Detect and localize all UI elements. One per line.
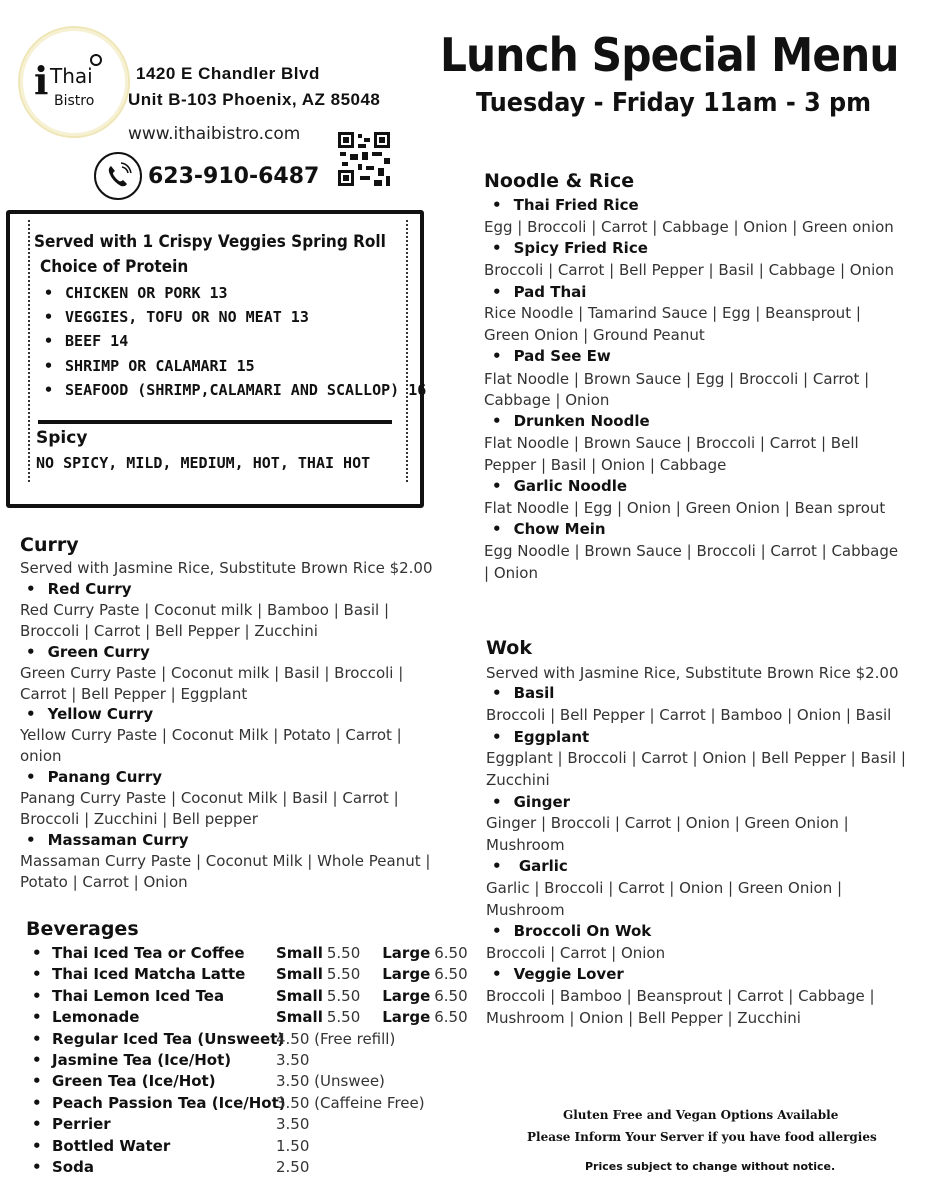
- beverage-name: Thai Iced Tea or Coffee: [52, 944, 245, 962]
- curry-item-desc: Panang Curry Paste | Coconut Milk | Basil | Carrot |: [20, 789, 399, 807]
- large-price: 6.50: [434, 944, 468, 962]
- wok-item-name: • Basil: [492, 684, 554, 702]
- noodle-item-name: • Thai Fried Rice: [492, 196, 639, 214]
- protein-option: • VEGGIES, TOFU OR NO MEAT 13: [44, 308, 309, 326]
- small-price: 5.50: [326, 987, 361, 1005]
- noodle-item-desc: Cabbage | Onion: [484, 391, 610, 409]
- wok-item-desc: Eggplant | Broccoli | Carrot | Onion | Bell Pepper | Basil |: [486, 749, 906, 767]
- box-heading: Served with 1 Crispy Veggies Spring Roll: [34, 232, 386, 252]
- bullet: •: [32, 987, 42, 1005]
- footer-prices: Prices subject to change without notice.: [585, 1160, 836, 1173]
- wok-item-desc: Broccoli | Bamboo | Beansprout | Carrot | Cabbage |: [486, 987, 875, 1005]
- noodle-item-desc: Pepper | Basil | Onion | Cabbage: [484, 456, 727, 474]
- bullet: •: [32, 965, 42, 983]
- curry-item-desc: Red Curry Paste | Coconut milk | Bamboo | Basil |: [20, 601, 390, 619]
- wok-item-name: • Veggie Lover: [492, 965, 624, 983]
- curry-item-desc: Yellow Curry Paste | Coconut Milk | Potato | Carrot |: [20, 726, 402, 744]
- beverage-price: 3.50 (Unswee): [276, 1072, 385, 1090]
- noodle-item-name: • Pad Thai: [492, 283, 586, 301]
- beverage-name: Thai Lemon Iced Tea: [52, 987, 225, 1005]
- wok-item-desc: Zucchini: [486, 771, 550, 789]
- logo-bistro: Bistro: [54, 93, 95, 109]
- wok-item-name: • Ginger: [492, 793, 570, 811]
- page-subtitle: Tuesday - Friday 11am - 3 pm: [476, 88, 872, 118]
- beverage-price: 3.50: [276, 1051, 310, 1069]
- protein-option: • CHICKEN OR PORK 13: [44, 284, 228, 302]
- wok-item-name: • Broccoli On Wok: [492, 922, 651, 940]
- beverages-title: Beverages: [26, 918, 139, 940]
- bullet: •: [32, 1137, 42, 1155]
- beverage-name: Soda: [52, 1158, 94, 1176]
- curry-item-desc: Carrot | Bell Pepper | Eggplant: [20, 685, 248, 703]
- noodle-item-desc: Rice Noodle | Tamarind Sauce | Egg | Beansprout |: [484, 304, 861, 322]
- beverage-name: Peach Passion Tea (Ice/Hot): [52, 1094, 286, 1112]
- beverage-price: 3.50 (Caffeine Free): [276, 1094, 425, 1112]
- beverage-price: [276, 987, 468, 1005]
- large-price: 6.50: [434, 987, 468, 1005]
- bullet: •: [32, 1072, 42, 1090]
- spicy-title: Spicy: [36, 428, 88, 448]
- curry-item-name: • Red Curry: [26, 580, 132, 598]
- protein-option: • SEAFOOD (SHRIMP,CALAMARI AND SCALLOP) 16: [44, 381, 426, 399]
- size-label: Large: [382, 965, 431, 983]
- beverage-price: [276, 944, 468, 962]
- spicy-levels: NO SPICY, MILD, MEDIUM, HOT, THAI HOT: [36, 454, 371, 472]
- curry-item-desc: onion: [20, 747, 62, 765]
- logo-thai: Thai: [50, 64, 93, 88]
- curry-item-desc: Broccoli | Carrot | Bell Pepper | Zucchini: [20, 622, 318, 640]
- bullet: •: [32, 1094, 42, 1112]
- wok-item-desc: Garlic | Broccoli | Carrot | Onion | Green Onion |: [486, 879, 843, 897]
- logo-dot: [90, 54, 102, 66]
- page-title: Lunch Special Menu: [440, 28, 899, 82]
- beverage-price: 4.50 (Free refill): [276, 1030, 396, 1048]
- small-price: 5.50: [326, 1008, 361, 1026]
- box-divider: [38, 420, 392, 424]
- bullet: •: [32, 1051, 42, 1069]
- protein-title: Choice of Protein: [40, 257, 189, 277]
- noodle-item-desc: Flat Noodle | Brown Sauce | Egg | Broccoli | Carrot |: [484, 370, 870, 388]
- size-label: Large: [382, 944, 431, 962]
- noodle-item-desc: Broccoli | Carrot | Bell Pepper | Basil | Cabbage | Onion: [484, 261, 894, 279]
- website: www.ithaibistro.com: [128, 124, 301, 144]
- phone-icon: [94, 152, 142, 200]
- curry-item-name: • Panang Curry: [26, 768, 162, 786]
- curry-note: Served with Jasmine Rice, Substitute Brown Rice $2.00: [20, 559, 433, 577]
- address-line-1: 1420 E Chandler Blvd: [136, 64, 320, 83]
- large-price: 6.50: [434, 1008, 468, 1026]
- wok-item-desc: Mushroom: [486, 901, 565, 919]
- large-price: 6.50: [434, 965, 468, 983]
- bullet: •: [32, 1158, 42, 1176]
- curry-item-desc: Potato | Carrot | Onion: [20, 873, 188, 891]
- wok-item-desc: Mushroom: [486, 836, 565, 854]
- noodle-item-desc: Flat Noodle | Egg | Onion | Green Onion | Bean sprout: [484, 499, 886, 517]
- wok-note: Served with Jasmine Rice, Substitute Brown Rice $2.00: [486, 664, 899, 682]
- curry-item-name: • Green Curry: [26, 643, 150, 661]
- noodle-title: Noodle & Rice: [484, 170, 635, 192]
- wok-item-desc: Mushroom | Onion | Bell Pepper | Zucchini: [486, 1009, 801, 1027]
- noodle-item-name: • Garlic Noodle: [492, 477, 627, 495]
- beverage-price: [276, 1008, 468, 1026]
- size-label: Large: [382, 987, 431, 1005]
- beverage-name: Bottled Water: [52, 1137, 171, 1155]
- wok-item-desc: Ginger | Broccoli | Carrot | Onion | Green Onion |: [486, 814, 849, 832]
- size-label: Small: [276, 987, 323, 1005]
- noodle-item-name: • Pad See Ew: [492, 347, 611, 365]
- beverage-price: 3.50: [276, 1115, 310, 1133]
- beverage-price: [276, 965, 468, 983]
- beverage-name: Lemonade: [52, 1008, 140, 1026]
- bullet: •: [32, 1115, 42, 1133]
- wok-item-name: • Garlic: [492, 857, 568, 875]
- wok-item-desc: Broccoli | Carrot | Onion: [486, 944, 666, 962]
- qr-code-icon: [338, 132, 390, 186]
- size-label: Large: [382, 1008, 431, 1026]
- bullet: •: [32, 944, 42, 962]
- noodle-item-desc: Green Onion | Ground Peanut: [484, 326, 705, 344]
- bullet: •: [32, 1030, 42, 1048]
- beverage-name: Thai Iced Matcha Latte: [52, 965, 246, 983]
- size-label: Small: [276, 944, 323, 962]
- noodle-item-desc: Egg Noodle | Brown Sauce | Broccoli | Carrot | Cabbage: [484, 542, 899, 560]
- curry-item-desc: Green Curry Paste | Coconut milk | Basil | Broccoli |: [20, 664, 404, 682]
- small-price: 5.50: [326, 965, 361, 983]
- curry-title: Curry: [20, 534, 79, 556]
- wok-item-name: • Eggplant: [492, 728, 589, 746]
- wok-item-desc: Broccoli | Bell Pepper | Carrot | Bamboo | Onion | Basil: [486, 706, 892, 724]
- curry-item-name: • Yellow Curry: [26, 705, 153, 723]
- noodle-item-name: • Chow Mein: [492, 520, 606, 538]
- beverage-name: Regular Iced Tea (Unsweet): [52, 1030, 285, 1048]
- noodle-item-desc: Flat Noodle | Brown Sauce | Broccoli | Carrot | Bell: [484, 434, 859, 452]
- bullet: •: [32, 1008, 42, 1026]
- beverage-name: Perrier: [52, 1115, 111, 1133]
- noodle-item-name: • Drunken Noodle: [492, 412, 650, 430]
- curry-item-desc: Broccoli | Zucchini | Bell pepper: [20, 810, 258, 828]
- beverage-price: 1.50: [276, 1137, 310, 1155]
- footer-allergies: Please Inform Your Server if you have food allergies: [527, 1130, 877, 1144]
- noodle-item-desc: Egg | Broccoli | Carrot | Cabbage | Onion | Green onion: [484, 218, 894, 236]
- protein-option: • BEEF 14: [44, 332, 128, 350]
- size-label: Small: [276, 1008, 323, 1026]
- curry-item-desc: Massaman Curry Paste | Coconut Milk | Whole Peanut |: [20, 852, 431, 870]
- beverage-price: 2.50: [276, 1158, 310, 1176]
- phone-number: 623-910-6487: [148, 164, 320, 189]
- wok-title: Wok: [486, 637, 532, 659]
- logo-letter: i: [34, 58, 49, 103]
- small-price: 5.50: [326, 944, 361, 962]
- size-label: Small: [276, 965, 323, 983]
- footer-options: Gluten Free and Vegan Options Available: [563, 1108, 839, 1122]
- noodle-item-desc: | Onion: [484, 564, 538, 582]
- beverage-name: Jasmine Tea (Ice/Hot): [52, 1051, 232, 1069]
- noodle-item-name: • Spicy Fried Rice: [492, 239, 648, 257]
- protein-option: • SHRIMP OR CALAMARI 15: [44, 357, 255, 375]
- address-line-2: Unit B-103 Phoenix, AZ 85048: [128, 90, 381, 109]
- beverage-name: Green Tea (Ice/Hot): [52, 1072, 216, 1090]
- curry-item-name: • Massaman Curry: [26, 831, 189, 849]
